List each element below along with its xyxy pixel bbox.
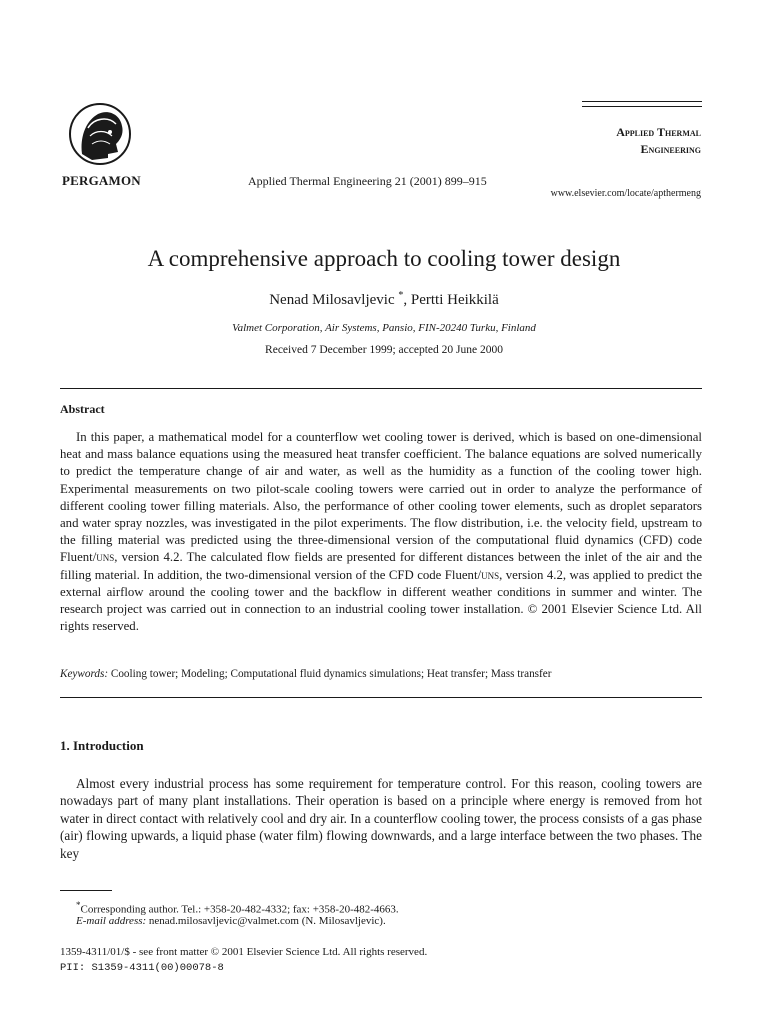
uns-label-1: uns [96,550,115,565]
abstract-heading: Abstract [60,402,105,416]
pii-line: PII: S1359-4311(00)00078-8 [60,962,224,974]
received-dates: Received 7 December 1999; accepted 20 June 2000 [265,344,503,356]
author-1: Nenad Milosavljevic [269,292,395,308]
author-separator: , [403,292,411,308]
keywords-line [60,668,702,680]
footnote-mark: * [76,900,81,910]
email-text[interactable]: nenad.milosavljevic@valmet.com (N. Milosavljevic). [146,915,386,927]
journal-name-line2: Engineering [640,142,701,156]
introduction-text: Almost every industrial process has some requirement for temperature control. For this reason, cooling towers are nowadays part of many plant installations. Their operation is based on a principle where energy is removed from hot water in direct contact with relatively cool and dry air. In a counterflow cooling tower, the process consists of a gas phase (air) flowing upwards, a liquid phase (water film) flowing downwards, and a large interface between the two phases. The key [60,776,702,861]
journal-name [560,124,701,158]
footnote-line1: Corresponding author. Tel.: +358-20-482-4332; fax: +358-20-482-4663. [80,903,399,916]
pergamon-helmet-logo-icon [68,100,132,170]
introduction-heading: 1. Introduction [60,738,144,753]
uns-label-2: uns [481,567,500,582]
footnote-corresponding [60,900,399,916]
journal-rule-top [582,101,702,102]
footnote-email [60,915,386,927]
email-label: E-mail address: [76,915,147,927]
front-matter-line: 1359-4311/01/$ - see front matter © 2001 Elsevier Science Ltd. All rights reserved. [60,946,428,958]
footnote-rule [60,890,112,891]
author-1-footnote-mark: * [398,290,404,301]
abstract-bottom-rule [60,697,702,698]
journal-url[interactable]: www.elsevier.com/locate/apthermeng [550,188,701,199]
keywords-label: Keywords: [60,668,109,680]
journal-name-line1: Applied Thermal [616,125,701,139]
author-2: Pertti Heikkilä [410,292,499,308]
abstract-text-part3: , version 4.2, was applied to predict the external airflow around the cooling tower and the backflow in different weather conditions in summer and winter. The research project was carried out in connection to an industrial cooling tower installation. © 2001 Elsevier Science Ltd. All rights reserved. [60,567,702,634]
journal-rule-bottom [582,106,702,107]
publisher-name: PERGAMON [62,173,141,188]
abstract-text-part1: In this paper, a mathematical model for a counterflow wet cooling tower is derived, which is based on one-dimensional heat and mass balance equations using the measured heat transfer coefficient. The balance equations are solved numerically to predict the temperature change of air and water, as well as the humidity as a function of the cooling tower high. Experimental measurements on two pilot-scale cooling towers were carried out in order to analyze the performance of different cooling tower filling materials. Also, the performance of other cooling tower elements, such as droplet separators and water spray nozzles, was investigated in the pilot experiments. The flow distribution, i.e. the velocity field, upstream to the filling material was predicted using the three-dimensional version of the computational fluid dynamics (CFD) code Fluent/ [60,430,702,565]
journal-citation: Applied Thermal Engineering 21 (2001) 899–915 [248,174,487,188]
keywords-text: Cooling tower; Modeling; Computational fluid dynamics simulations; Heat transfer; Mass transfer [108,668,552,680]
article-title: A comprehensive approach to cooling tower design [147,246,621,271]
author-affiliation: Valmet Corporation, Air Systems, Pansio, FIN-20240 Turku, Finland [232,322,536,334]
abstract-text-part2: , version 4.2. The calculated flow fields are presented for different distances between the inlet of the air and the filling material. In addition, the two-dimensional version of the CFD code Fluent/ [60,550,702,582]
abstract-top-rule [60,388,702,389]
abstract-text [60,429,702,635]
author-line [0,290,768,309]
